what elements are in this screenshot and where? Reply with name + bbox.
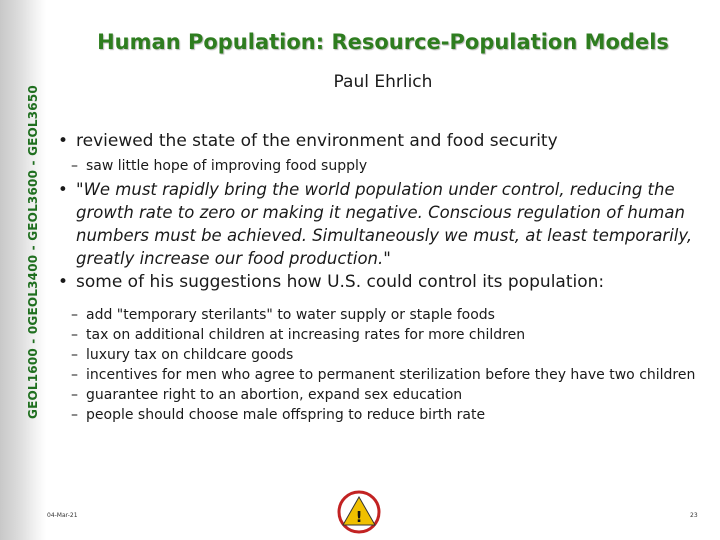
sub-bullet-item [50,325,702,345]
sub-bullet-text: guarantee right to an abortion, expand sex education [86,387,463,403]
sub-bullet-item [50,405,702,425]
dash-marker: – [71,158,78,174]
bullet-item [50,271,702,294]
dash-marker: – [71,347,78,363]
slide-subtitle: Paul Ehrlich [333,72,433,92]
sidebar [0,0,46,540]
bullet-item-quote [50,178,702,270]
slide-title: Human Population: Resource-Population Models [97,30,669,54]
sub-bullet-item [50,385,702,405]
slide-content [50,130,702,425]
sub-bullet-text: tax on additional children at increasing rates for more children [86,327,526,343]
sub-bullet-item [50,365,702,385]
sub-bullet-text: people should choose male offspring to reduce birth rate [86,407,486,423]
sub-bullet-text: add "temporary sterilants" to water supply or staple foods [86,307,495,323]
bullet-marker: • [58,272,69,292]
warning-sign-icon [336,490,382,536]
dash-marker: – [71,407,78,423]
bullet-marker: • [58,131,69,151]
bullet-text: reviewed the state of the environment and food security [76,131,558,151]
bullet-marker: • [58,180,68,199]
footer-date: 04-Mar-21 [47,512,78,519]
svg-text:!: ! [355,508,363,526]
bullet-text: some of his suggestions how U.S. could control its population: [76,272,605,292]
sub-bullet-text: luxury tax on childcare goods [86,347,294,363]
bullet-text: "We must rapidly bring the world population under control, reducing the growth rate to zero or making it negative. Conscious regulation of human numbers must be achieved. Simultaneously we must, at least temporarily, greatly increase our food production." [76,180,693,268]
sub-bullet-item [50,345,702,365]
sub-bullet-text: incentives for men who agree to permanent sterilization before they have two children [86,367,696,383]
dash-marker: – [71,387,78,403]
sub-bullet-text: saw little hope of improving food supply [86,158,368,174]
page-number: 23 [690,512,698,519]
sub-bullet-item [50,305,702,325]
dash-marker: – [71,307,78,323]
dash-marker: – [71,367,78,383]
bullet-item [50,130,702,153]
sub-bullet-item [50,156,702,176]
course-codes-label: GEOL1600 - 0GEOL3400 - GEOL3600 - GEOL3650 [26,85,40,419]
dash-marker: – [71,327,78,343]
